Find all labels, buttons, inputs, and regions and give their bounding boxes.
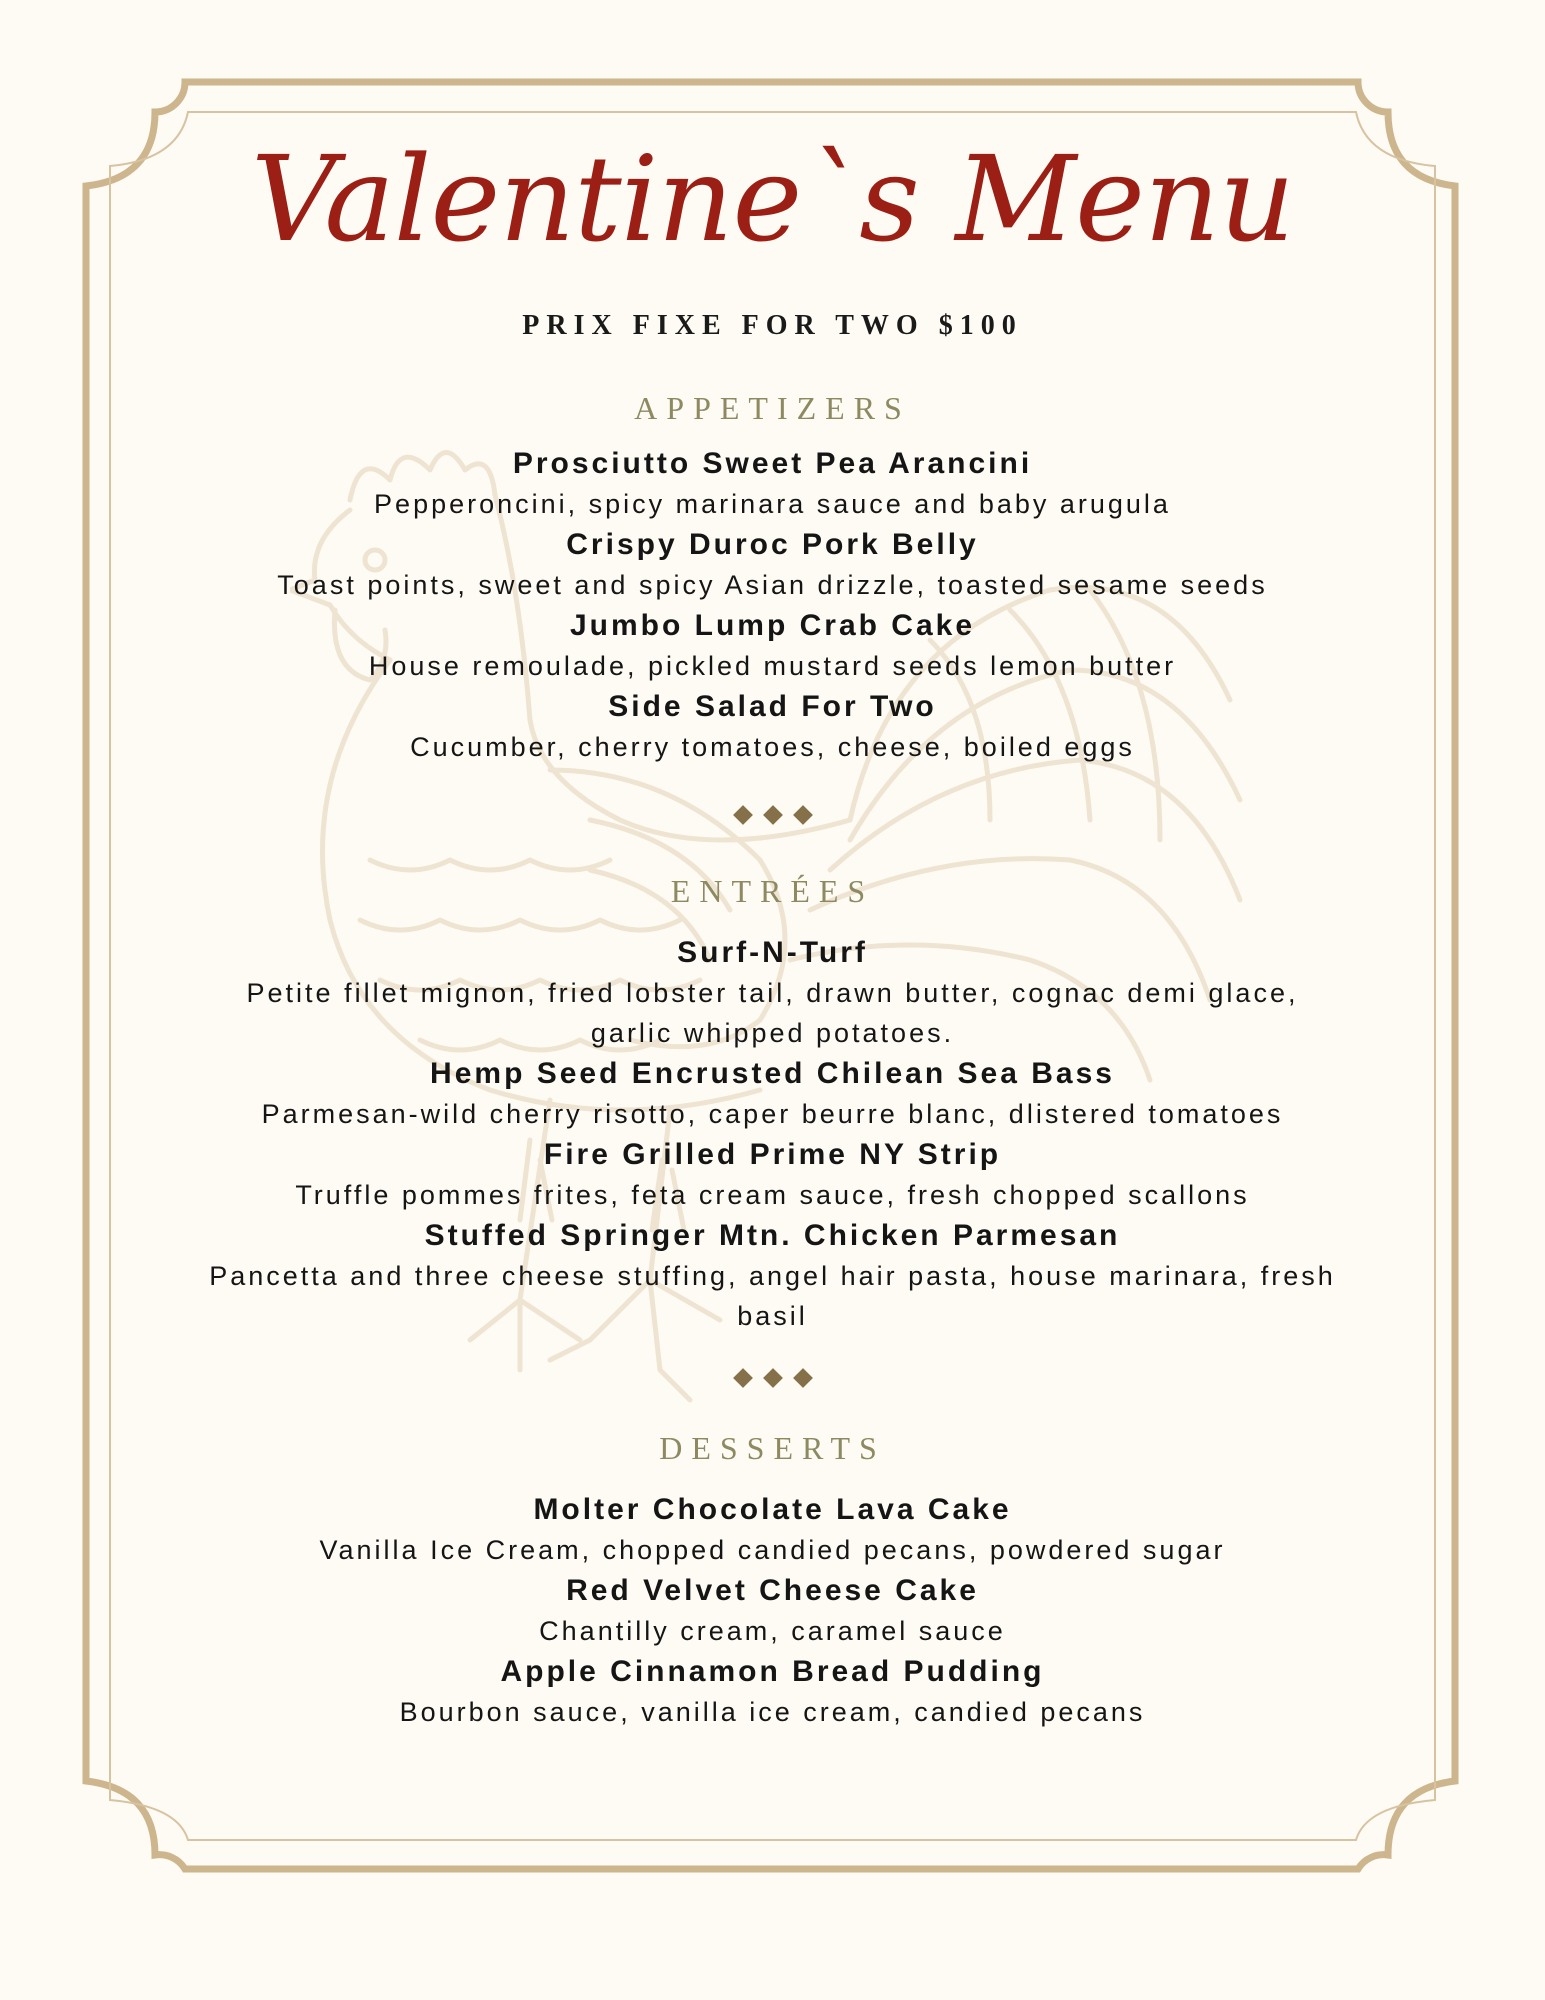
item-name: Hemp Seed Encrusted Chilean Sea Bass	[430, 1057, 1115, 1090]
item-name: Apple Cinnamon Bread Pudding	[500, 1655, 1045, 1688]
item-description: Vanilla Ice Cream, chopped candied pecans, powdered sugar	[319, 1535, 1226, 1565]
three-diamonds-icon	[140, 803, 1405, 829]
three-diamonds-icon	[140, 1366, 1405, 1392]
diamond-icon	[763, 1368, 783, 1388]
item-description: Petite fillet mignon, fried lobster tail, drawn butter, cognac demi glace, garlic whipped potatoes.	[246, 978, 1299, 1048]
item-name: Stuffed Springer Mtn. Chicken Parmesan	[424, 1219, 1121, 1252]
item-description: Bourbon sauce, vanilla ice cream, candied pecans	[399, 1697, 1146, 1727]
item-name: Red Velvet Cheese Cake	[566, 1574, 979, 1607]
diamond-icon	[733, 805, 753, 825]
diamond-icon	[733, 1368, 753, 1388]
item-description: House remoulade, pickled mustard seeds lemon butter	[368, 651, 1177, 681]
diamond-icon	[793, 1368, 813, 1388]
item-name: Fire Grilled Prime NY Strip	[543, 1138, 1002, 1171]
item-description: Parmesan-wild cherry risotto, caper beurre blanc, dlistered tomatoes	[261, 1099, 1284, 1129]
item-description: Cucumber, cherry tomatoes, cheese, boiled eggs	[410, 732, 1135, 762]
prix-fixe-subtitle: PRIX FIXE FOR TWO $100	[522, 310, 1023, 341]
item-name: Molter Chocolate Lava Cake	[533, 1493, 1012, 1526]
item-name: Surf-N-Turf	[677, 936, 868, 969]
diamond-icon	[793, 805, 813, 825]
item-name: Side Salad For Two	[608, 690, 937, 723]
item-name: Prosciutto Sweet Pea Arancini	[512, 447, 1033, 480]
diamond-icon	[763, 805, 783, 825]
entrees-section	[140, 873, 1405, 1336]
menu-title: Valentine`s Menu	[250, 130, 1294, 268]
item-name: Crispy Duroc Pork Belly	[566, 528, 979, 561]
section-heading: APPETIZERS	[634, 390, 911, 426]
item-description: Pepperoncini, spicy marinara sauce and baby arugula	[374, 489, 1171, 519]
item-name: Jumbo Lump Crab Cake	[569, 609, 976, 642]
section-heading: ENTRÉES	[670, 873, 875, 909]
item-description: Pancetta and three cheese stuffing, angel hair pasta, house marinara, fresh basil	[209, 1261, 1336, 1331]
section-heading: DESSERTS	[659, 1430, 886, 1466]
menu-content	[140, 130, 1405, 1732]
appetizers-section	[140, 390, 1405, 767]
item-description: Truffle pommes frites, feta cream sauce, fresh chopped scallons	[295, 1180, 1250, 1210]
item-description: Toast points, sweet and spicy Asian drizzle, toasted sesame seeds	[277, 570, 1268, 600]
desserts-section	[140, 1430, 1405, 1732]
item-description: Chantilly cream, caramel sauce	[539, 1616, 1006, 1646]
